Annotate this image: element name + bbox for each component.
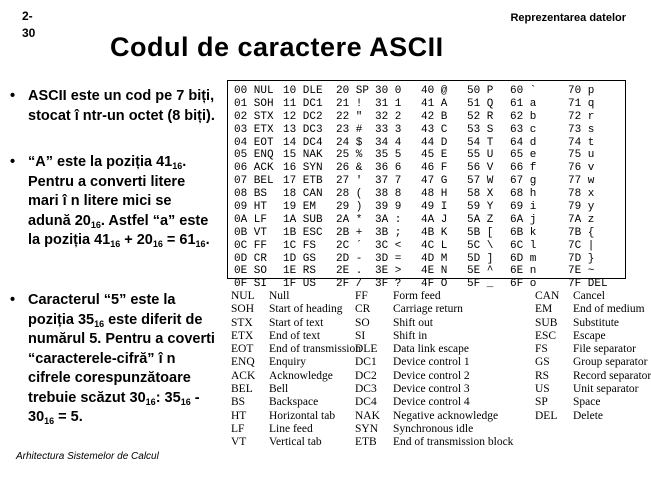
ascii-cell: 73 s <box>568 123 595 136</box>
ascii-cell: 3F ? <box>375 278 402 291</box>
ascii-code-table <box>227 80 626 291</box>
control-code-abbrev: SUB <box>535 316 558 329</box>
control-code-row <box>231 303 361 316</box>
ascii-cell: 19 EM <box>283 201 317 214</box>
ascii-cell: 2B + <box>336 226 363 239</box>
ascii-cell: 65 e <box>510 149 537 162</box>
control-code-row <box>535 383 651 396</box>
control-code-abbrev: DC2 <box>355 369 377 382</box>
control-code-description: Start of text <box>269 316 324 329</box>
ascii-cell: 7F DEL <box>568 278 608 291</box>
ascii-cell: 09 HT <box>234 201 268 214</box>
control-code-row <box>231 343 361 356</box>
ascii-cell: 11 DC1 <box>283 97 323 110</box>
page-title: Codul de caractere ASCII <box>110 32 444 62</box>
ascii-cell: 66 f <box>510 162 537 175</box>
control-code-row <box>535 290 651 303</box>
control-code-description: Device control 2 <box>393 369 470 382</box>
ascii-cell: 0D CR <box>234 252 268 265</box>
ascii-cell: 50 P <box>467 85 494 97</box>
ascii-cell: 15 NAK <box>283 149 323 162</box>
ascii-cell: 4F O <box>421 278 448 291</box>
control-code-abbrev: NAK <box>355 409 380 422</box>
footer-course-name: Arhitectura Sistemelor de Calcul <box>16 451 159 462</box>
ascii-cell: 0B VT <box>234 226 268 239</box>
ascii-cell: 4B K <box>421 226 448 239</box>
ascii-cell: 3B ; <box>375 226 402 239</box>
ascii-cell: 67 g <box>510 175 537 188</box>
bullet-text: ASCII este un cod pe 7 biți, stocat î ntr-un octet (8 biți). <box>28 88 215 124</box>
ascii-column <box>510 85 536 291</box>
control-code-description: Device control 1 <box>393 356 470 369</box>
ascii-cell: 37 7 <box>375 175 402 188</box>
ascii-cell: 70 p <box>568 85 595 97</box>
ascii-cell: 5A Z <box>467 213 494 226</box>
control-code-row <box>231 356 361 369</box>
control-code-row <box>231 383 361 396</box>
ascii-cell: 78 x <box>568 188 595 201</box>
ascii-cell: 63 c <box>510 123 537 136</box>
control-code-description: End of medium <box>573 303 645 316</box>
ascii-cell: 7E ~ <box>568 265 595 278</box>
control-code-description: Null <box>269 290 290 302</box>
ascii-cell: 62 b <box>510 110 537 123</box>
control-code-abbrev: CAN <box>535 290 560 302</box>
ascii-cell: 6B k <box>510 226 537 239</box>
ascii-cell: 48 H <box>421 188 448 201</box>
ascii-cell: 00 NUL <box>234 85 274 97</box>
ascii-cell: 5B [ <box>467 226 494 239</box>
ascii-cell: 6C l <box>510 239 537 252</box>
control-code-abbrev: DC4 <box>355 396 377 409</box>
bullet-digit-characters <box>10 291 215 451</box>
control-code-abbrev: US <box>535 383 550 396</box>
ascii-cell: 75 u <box>568 149 595 162</box>
control-code-description: Unit separator <box>573 383 639 396</box>
control-code-description: Delete <box>573 409 604 422</box>
control-code-row <box>355 330 513 343</box>
ascii-cell: 71 q <box>568 97 595 110</box>
ascii-cell: 5C \ <box>467 239 494 252</box>
ascii-cell: 0C FF <box>234 239 268 252</box>
ascii-cell: 57 W <box>467 175 494 188</box>
ascii-cell: 6E n <box>510 265 537 278</box>
ascii-cell: 24 $ <box>336 136 363 149</box>
control-code-description: End of text <box>269 329 321 342</box>
ascii-cell: 64 d <box>510 136 537 149</box>
control-code-description: Shift in <box>393 329 428 342</box>
ascii-cell: 27 ' <box>336 175 363 188</box>
ascii-cell: 26 & <box>336 162 363 175</box>
ascii-cell: 3E > <box>375 265 402 278</box>
ascii-cell: 58 X <box>467 188 494 201</box>
control-code-description: Vertical tab <box>269 436 322 449</box>
ascii-cell: 52 R <box>467 110 494 123</box>
control-code-row <box>535 370 651 383</box>
control-code-abbrev: BEL <box>231 383 253 396</box>
control-code-row <box>535 410 651 423</box>
control-code-abbrev: SYN <box>355 422 379 435</box>
control-code-description: End of transmission block <box>393 436 514 449</box>
ascii-cell: 53 S <box>467 123 494 136</box>
ascii-column <box>283 85 323 291</box>
control-code-row <box>231 410 361 423</box>
ascii-cell: 02 STX <box>234 110 274 123</box>
control-code-description: Space <box>573 396 601 409</box>
control-code-description: Device control 3 <box>393 383 470 396</box>
ascii-cell: 77 w <box>568 175 595 188</box>
control-code-row <box>231 370 361 383</box>
control-code-description: Data link escape <box>393 343 469 356</box>
control-code-description: Shift out <box>393 316 433 329</box>
ascii-cell: 4D M <box>421 252 448 265</box>
ascii-cell: 79 y <box>568 201 595 214</box>
ascii-cell: 1F US <box>283 278 317 291</box>
control-code-abbrev: ACK <box>231 369 256 382</box>
ascii-cell: 0E SO <box>234 265 268 278</box>
ascii-cell: 46 F <box>421 162 448 175</box>
control-code-description: Record separator <box>573 369 651 382</box>
ascii-cell: 44 D <box>421 136 448 149</box>
ascii-cell: 59 Y <box>467 201 494 214</box>
ascii-cell: 68 h <box>510 188 537 201</box>
ascii-cell: 16 SYN <box>283 162 323 175</box>
control-code-row <box>355 423 513 436</box>
control-code-description: Negative acknowledge <box>393 409 499 422</box>
ascii-cell: 74 t <box>568 136 595 149</box>
ascii-cell: 54 T <box>467 136 494 149</box>
control-code-row <box>355 370 513 383</box>
control-code-row <box>231 423 361 436</box>
ascii-cell: 6D m <box>510 252 537 265</box>
bullet-text: “A” este la poziția $41_{16}$. Pentru a converti litere mari î n litere mici se adună $20_{16}$. Astfel “a” este la poziția $41_{16} + 20_{16} = 61_{16}$. <box>28 154 210 249</box>
control-code-description: Escape <box>573 329 606 342</box>
ascii-cell: 3A : <box>375 213 402 226</box>
control-code-description: Device control 4 <box>393 396 470 409</box>
bullet-dot: • <box>10 154 16 170</box>
control-code-column <box>535 290 651 423</box>
ascii-cell: 32 2 <box>375 110 402 123</box>
slide-number: 2- 30 <box>22 9 36 40</box>
control-code-column <box>355 290 513 450</box>
control-code-row <box>355 317 513 330</box>
ascii-cell: 42 B <box>421 110 448 123</box>
ascii-cell: 61 a <box>510 97 537 110</box>
control-code-row <box>231 290 361 303</box>
control-code-description: Acknowledge <box>269 369 333 382</box>
control-code-row <box>535 303 651 316</box>
ascii-cell: 14 DC4 <box>283 136 323 149</box>
ascii-cell: 30 0 <box>375 85 402 97</box>
control-code-row <box>231 317 361 330</box>
ascii-cell: 21 ! <box>336 97 363 110</box>
bullet-uppercase-lowercase <box>10 153 215 293</box>
ascii-column <box>336 85 369 291</box>
ascii-cell: 17 ETB <box>283 175 323 188</box>
ascii-cell: 51 Q <box>467 97 494 110</box>
ascii-cell: 31 1 <box>375 97 402 110</box>
control-code-row <box>355 356 513 369</box>
ascii-cell: 07 BEL <box>234 175 274 188</box>
ascii-cell: 20 SP <box>336 85 370 97</box>
control-code-abbrev: DC1 <box>355 356 377 369</box>
control-code-description: Line feed <box>269 422 313 435</box>
control-code-row <box>231 330 361 343</box>
control-code-row <box>535 396 651 409</box>
control-code-description: Bell <box>269 383 289 396</box>
ascii-cell: 3C < <box>375 239 402 252</box>
ascii-cell: 39 9 <box>375 201 402 214</box>
control-code-row <box>355 303 513 316</box>
ascii-cell: 4C L <box>421 239 448 252</box>
control-code-abbrev: ENQ <box>231 356 255 369</box>
ascii-cell: 5D ] <box>467 252 494 265</box>
ascii-cell: 12 DC2 <box>283 110 323 123</box>
ascii-column <box>234 85 274 291</box>
ascii-column <box>375 85 401 291</box>
ascii-cell: 28 ( <box>336 188 363 201</box>
ascii-cell: 2E . <box>336 265 363 278</box>
ascii-cell: 1E RS <box>283 265 317 278</box>
control-code-abbrev: SO <box>355 316 370 329</box>
ascii-cell: 7C | <box>568 239 595 252</box>
control-code-column <box>231 290 361 450</box>
ascii-cell: 0F SI <box>234 278 268 291</box>
ascii-cell: 38 8 <box>375 188 402 201</box>
control-code-row <box>231 436 361 449</box>
ascii-cell: 69 i <box>510 201 537 214</box>
control-code-row <box>231 396 361 409</box>
control-code-abbrev: FF <box>355 290 368 302</box>
ascii-cell: 49 I <box>421 201 448 214</box>
ascii-cell: 43 C <box>421 123 448 136</box>
ascii-cell: 5F _ <box>467 278 494 291</box>
ascii-cell: 6F o <box>510 278 537 291</box>
ascii-cell: 0A LF <box>234 213 268 226</box>
ascii-cell: 04 EOT <box>234 136 274 149</box>
ascii-cell: 25 % <box>336 149 363 162</box>
control-code-row <box>355 383 513 396</box>
ascii-cell: 2A * <box>336 213 363 226</box>
control-code-abbrev: LF <box>231 422 245 435</box>
control-code-description: Horizontal tab <box>269 409 336 422</box>
ascii-cell: 1D GS <box>283 252 317 265</box>
control-code-abbrev: ESC <box>535 329 557 342</box>
control-code-abbrev: SP <box>535 396 548 409</box>
ascii-cell: 35 5 <box>375 149 402 162</box>
control-code-row <box>535 343 651 356</box>
ascii-cell: 03 ETX <box>234 123 274 136</box>
control-code-abbrev: EM <box>535 303 553 316</box>
bullet-ascii-7bit <box>10 87 215 147</box>
control-code-abbrev: ETB <box>355 436 377 449</box>
control-code-row <box>355 436 513 449</box>
control-code-abbrev: VT <box>231 436 247 449</box>
bullet-dot: • <box>10 292 16 308</box>
ascii-cell: 06 ACK <box>234 162 274 175</box>
ascii-cell: 3D = <box>375 252 402 265</box>
control-code-description: End of transmission <box>269 343 361 356</box>
ascii-cell: 4A J <box>421 213 448 226</box>
ascii-cell: 36 6 <box>375 162 402 175</box>
ascii-cell: 4E N <box>421 265 448 278</box>
control-code-abbrev: NUL <box>231 290 255 302</box>
ascii-cell: 55 U <box>467 149 494 162</box>
ascii-cell: 10 DLE <box>283 85 323 97</box>
control-code-abbrev: FS <box>535 343 548 356</box>
control-code-abbrev: HT <box>231 409 247 422</box>
control-code-abbrev: ETX <box>231 329 254 342</box>
control-code-abbrev: SOH <box>231 303 255 316</box>
control-code-description: Backspace <box>269 396 319 409</box>
control-code-abbrev: EOT <box>231 343 254 356</box>
control-code-description: Group separator <box>573 356 648 369</box>
ascii-cell: 13 DC3 <box>283 123 323 136</box>
control-code-abbrev: RS <box>535 369 550 382</box>
ascii-cell: 60 ` <box>510 85 537 97</box>
ascii-cell: 76 v <box>568 162 595 175</box>
control-code-description: Enquiry <box>269 356 307 369</box>
control-code-abbrev: DEL <box>535 409 558 422</box>
ascii-cell: 1C FS <box>283 239 317 252</box>
ascii-cell: 2D - <box>336 252 363 265</box>
control-code-description: Form feed <box>393 290 441 302</box>
ascii-cell: 40 @ <box>421 85 448 97</box>
ascii-cell: 23 # <box>336 123 363 136</box>
control-code-description: File separator <box>573 343 636 356</box>
ascii-cell: 2C ´ <box>336 239 363 252</box>
ascii-cell: 7B { <box>568 226 595 239</box>
control-code-abbrev: GS <box>535 356 550 369</box>
ascii-cell: 7A z <box>568 213 595 226</box>
ascii-cell: 7D } <box>568 252 595 265</box>
ascii-cell: 47 G <box>421 175 448 188</box>
section-header: Reprezentarea datelor <box>510 12 626 24</box>
ascii-column <box>421 85 447 291</box>
bullet-dot: • <box>10 88 16 104</box>
ascii-cell: 45 E <box>421 149 448 162</box>
ascii-cell: 41 A <box>421 97 448 110</box>
ascii-cell: 18 CAN <box>283 188 323 201</box>
ascii-cell: 22 " <box>336 110 363 123</box>
control-code-row <box>355 343 513 356</box>
ascii-cell: 34 4 <box>375 136 402 149</box>
control-code-abbrev: STX <box>231 316 253 329</box>
control-code-abbrev: DC3 <box>355 383 377 396</box>
ascii-cell: 05 ENQ <box>234 149 274 162</box>
ascii-cell: 72 r <box>568 110 595 123</box>
ascii-cell: 2F / <box>336 278 363 291</box>
control-code-legend <box>227 290 651 449</box>
ascii-cell: 01 SOH <box>234 97 274 110</box>
control-code-description: Carriage return <box>393 303 463 316</box>
ascii-cell: 1A SUB <box>283 213 323 226</box>
control-code-abbrev: DLE <box>355 343 378 356</box>
control-code-description: Substitute <box>573 316 620 329</box>
ascii-cell: 33 3 <box>375 123 402 136</box>
ascii-cell: 1B ESC <box>283 226 323 239</box>
control-code-row <box>535 330 651 343</box>
ascii-cell: 29 ) <box>336 201 363 214</box>
ascii-cell: 08 BS <box>234 188 268 201</box>
control-code-row <box>535 356 651 369</box>
control-code-row <box>355 410 513 423</box>
control-code-row <box>535 317 651 330</box>
control-code-abbrev: CR <box>355 303 371 316</box>
ascii-cell: 56 V <box>467 162 494 175</box>
ascii-column <box>467 85 493 291</box>
control-code-description: Cancel <box>573 290 605 302</box>
ascii-cell: 5E ^ <box>467 265 494 278</box>
control-code-abbrev: SI <box>355 329 366 342</box>
ascii-column <box>568 85 608 291</box>
ascii-cell: 6A j <box>510 213 537 226</box>
control-code-description: Synchronous idle <box>393 422 474 435</box>
bullet-text: Caracterul “5” este la poziția $35_{16}$ este diferit de numărul 5. Pentru a coverti “caracterele-cifră” î n cifrele corespunzătoare trebuie scăzut $30_{16}$: $35_{16} - 30_{16} = 5$. <box>28 292 215 426</box>
control-code-row <box>355 290 513 303</box>
control-code-description: Start of heading <box>269 303 343 316</box>
control-code-row <box>355 396 513 409</box>
control-code-abbrev: BS <box>231 396 246 409</box>
